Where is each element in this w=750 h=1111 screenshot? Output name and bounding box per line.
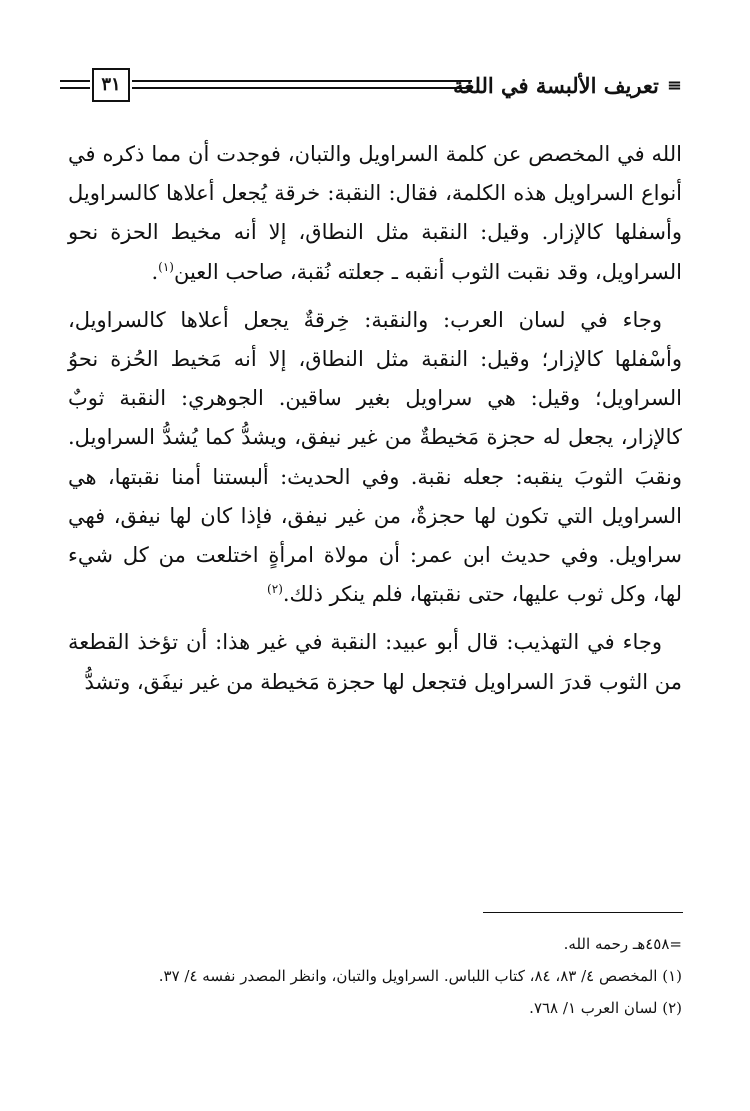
header-rule: [132, 80, 472, 89]
paragraph-3-text: وجاء في التهذيب: قال أبو عبيد: النقبة في غير هذا: أن تؤخذ القطعة من الثوب قدرَ السراويل فتجعل لها حجزة مَخيطة من غير نيفَق، وتشدُّ: [68, 630, 682, 694]
running-title: [453, 68, 682, 104]
title-bars-icon: ≡: [666, 75, 682, 96]
paragraph-1-text: الله في المخصص عن كلمة السراويل والتبان، فوجدت أن مما ذكره في أنواع السراويل هذه الكلمة، فقال: النقبة: خرقة يُجعل أعلاها كالسراويل وأسفلها كالإزار. وقيل: النقبة مثل النطاق، إلا أنه مخيط الحزة نحو السراويل، وقد نقبت الثوب أنقبه ـ جعلته نُقبة، صاحب العين: [68, 142, 682, 284]
footnote-1: (١) المخصص ٤/ ٨٣، ٨٤، كتاب اللباس. السراويل والتبان، وانظر المصدر نفسه ٤/ ٣٧.: [158, 967, 682, 985]
footnote-ref-2: (٢): [267, 582, 283, 597]
paragraph-1: [68, 135, 682, 292]
running-title-text: تعريف الألبسة في اللغة: [453, 73, 659, 98]
paragraph-2-text: وجاء في لسان العرب: والنقبة: خِرقةٌ يجعل أعلاها كالسراويل، وأسْفلها كالإزار؛ وقيل: النقبة مثل النطاق، إلا أنه مَخيط الحُزة نحوُ السراويل؛ وقيل: هي سراويل بغير ساقين. الجوهري: النقبة ثوبٌ كالإزار، يجعل له حجزة مَخيطةٌ من غير نيفق، ويشدُّ كما يُشدُّ السراويل. ونقبَ الثوبَ ينقبه: جعله نقبة. وفي الحديث: ألبستنا أمنا نقبتها، هي السراويل التي تكون لها حجزةٌ، من غير نيفق، فإذا كان لها نيفق، فهي سراويل. وفي حديث ابن عمر: أن مولاة امرأةٍ اختلعت من كل شيء لها، وكل ثوب عليها، حتى نقبتها، فلم ينكر ذلك.: [68, 307, 682, 607]
page-number: ٣١: [92, 68, 130, 102]
footnotes: [68, 928, 682, 1024]
paragraph-2: [68, 301, 682, 615]
footnote-2: (٢) لسان العرب ١/ ٧٦٨.: [529, 999, 682, 1017]
footnote-ref-1: (١): [158, 259, 174, 274]
footnote-carryover: =٤٥٨هـ رحمه الله.: [563, 935, 682, 953]
body-text: [68, 135, 682, 711]
paragraph-3: [68, 623, 682, 701]
footnote-separator: [483, 912, 683, 913]
paragraph-1-end: .: [151, 259, 159, 284]
header-rule-left: [60, 80, 90, 89]
running-header: [60, 68, 682, 104]
